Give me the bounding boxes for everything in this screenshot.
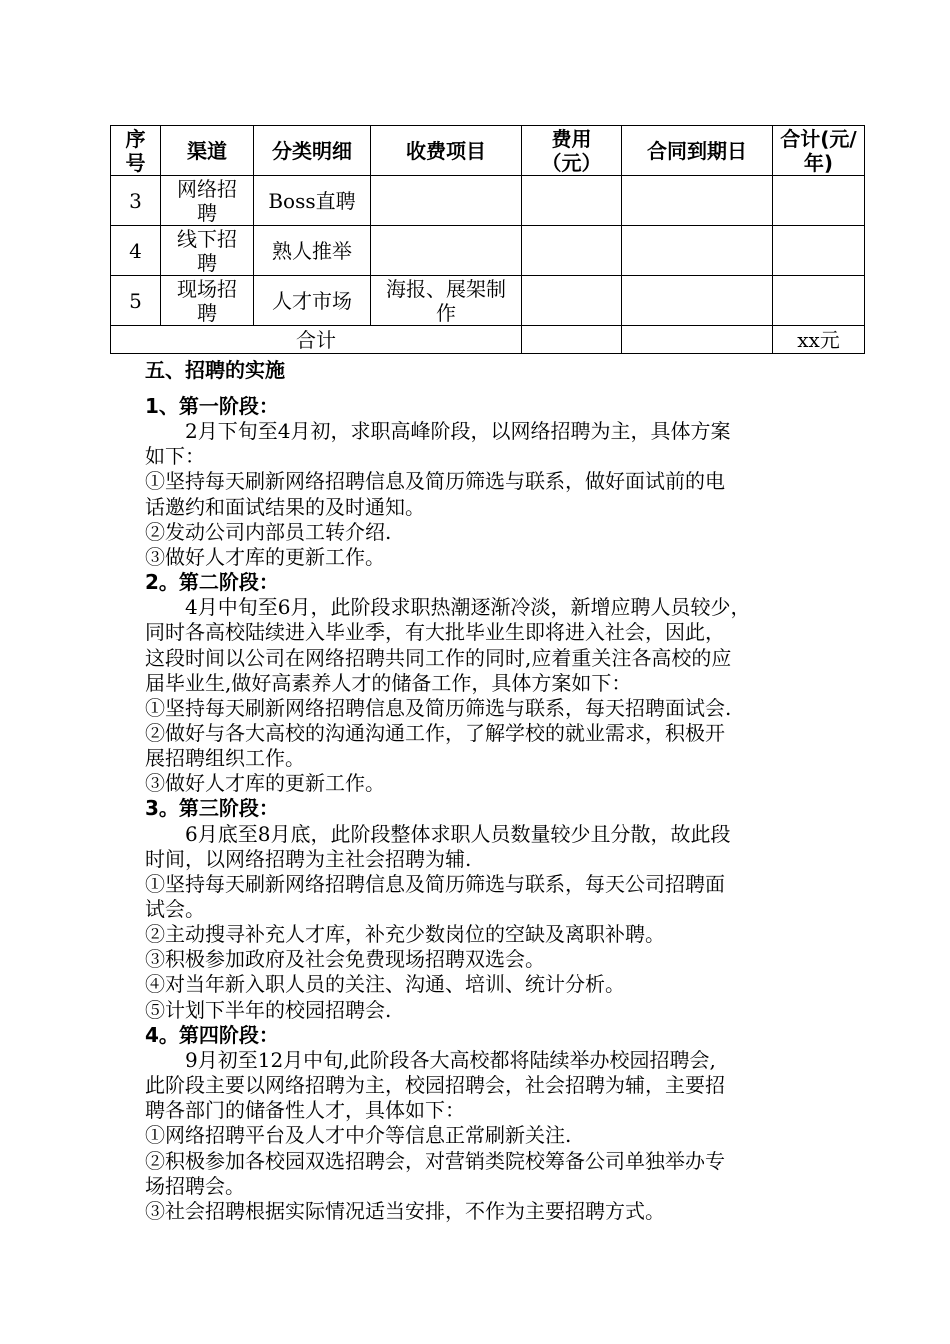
stage-heading: 2。第二阶段： — [145, 570, 279, 595]
section-title: 五、招聘的实施 — [145, 358, 285, 382]
col-header-channel: 渠道 — [161, 126, 254, 176]
table-row — [111, 276, 865, 326]
body-line: 4月中旬至6月，此阶段求职热潮逐渐冷淡，新增应聘人员较少， — [145, 595, 751, 620]
body-line: 9月初至12月中旬,此阶段各大高校都将陆续举办校园招聘会, — [145, 1047, 716, 1072]
cell-channel: 线下招聘 — [161, 226, 254, 276]
body-line: ③做好人才库的更新工作。 — [145, 771, 385, 796]
stage-heading: 1、第一阶段： — [145, 394, 279, 418]
body-line: 展招聘组织工作。 — [145, 746, 305, 771]
table-row — [111, 176, 865, 226]
cell-fee — [522, 276, 622, 326]
cell-item — [371, 226, 522, 276]
body-line: 届毕业生,做好高素养人才的储备工作，具体方案如下： — [145, 670, 632, 695]
col-header-detail: 分类明细 — [254, 126, 371, 176]
total-sum: xx元 — [773, 326, 865, 354]
cell-due — [622, 276, 773, 326]
body-line: 同时各高校陆续进入毕业季，有大批毕业生即将进入社会，因此， — [145, 620, 725, 645]
cell-no: 3 — [111, 176, 161, 226]
total-label: 合计 — [111, 326, 522, 354]
body-line: 此阶段主要以网络招聘为主，校园招聘会，社会招聘为辅，主要招 — [145, 1073, 725, 1098]
body-line: 话邀约和面试结果的及时通知。 — [145, 494, 425, 519]
col-header-due-date: 合同到期日 — [622, 126, 773, 176]
cell-detail: Boss直聘 — [254, 176, 371, 226]
body-line: ①坚持每天刷新网络招聘信息及简历筛选与联系，每天公司招聘面 — [145, 871, 725, 896]
body-line: ③做好人才库的更新工作。 — [145, 544, 385, 569]
body-line: ④对当年新入职人员的关注、沟通、培训、统计分析。 — [145, 972, 625, 997]
cell-due — [622, 226, 773, 276]
cell-sum — [773, 226, 865, 276]
body-line: ①网络招聘平台及人才中介等信息正常刷新关注. — [145, 1123, 572, 1148]
body-line: 场招聘会。 — [145, 1173, 245, 1198]
body-line: 试会。 — [145, 897, 205, 921]
table-total-row — [111, 326, 865, 354]
cell-detail: 人才市场 — [254, 276, 371, 326]
body-line: 2月下旬至4月初，求职高峰阶段，以网络招聘为主，具体方案 — [145, 419, 731, 444]
body-line: 这段时间以公司在网络招聘共同工作的同时,应着重关注各高校的应 — [145, 645, 732, 670]
cell-no: 4 — [111, 226, 161, 276]
cell-item — [371, 176, 522, 226]
col-header-total: 合计(元/年) — [773, 126, 865, 176]
stage-heading: 4。第四阶段： — [145, 1022, 279, 1047]
cell-sum — [773, 176, 865, 226]
table-header-row — [111, 126, 865, 176]
table-row — [111, 226, 865, 276]
body-line: ②积极参加各校园双选招聘会，对营销类院校筹备公司单独举办专 — [145, 1148, 725, 1173]
body-line: ③积极参加政府及社会免费现场招聘双选会。 — [145, 947, 545, 972]
recruitment-fee-table — [110, 125, 865, 354]
col-header-item: 收费项目 — [371, 126, 522, 176]
cell-detail: 熟人推举 — [254, 226, 371, 276]
body-line: ⑤计划下半年的校园招聘会. — [145, 997, 392, 1022]
cell-due — [622, 176, 773, 226]
total-due — [622, 326, 773, 354]
cell-fee — [522, 226, 622, 276]
body-line: ②发动公司内部员工转介绍. — [145, 519, 392, 544]
body-line: 如下： — [145, 444, 205, 469]
body-line: 6月底至8月底，此阶段整体求职人员数量较少且分散，故此段 — [145, 821, 731, 846]
cell-fee — [522, 176, 622, 226]
body-line: 时间，以网络招聘为主社会招聘为辅. — [145, 846, 472, 871]
col-header-no: 序号 — [111, 126, 161, 176]
body-line: 聘各部门的储备性人才，具体如下： — [145, 1098, 465, 1123]
body-line: ③社会招聘根据实际情况适当安排，不作为主要招聘方式。 — [145, 1198, 665, 1223]
cell-sum — [773, 276, 865, 326]
stage-heading: 3。第三阶段： — [145, 796, 279, 821]
cell-no: 5 — [111, 276, 161, 326]
body-line: ②主动搜寻补充人才库，补充少数岗位的空缺及离职补聘。 — [145, 922, 665, 947]
body-line: ①坚持每天刷新网络招聘信息及简历筛选与联系，做好面试前的电 — [145, 469, 725, 494]
col-header-fee: 费用（元） — [522, 126, 622, 176]
total-fee — [522, 326, 622, 354]
cell-item: 海报、展架制作 — [371, 276, 522, 326]
cell-channel: 现场招聘 — [161, 276, 254, 326]
body-line: ②做好与各大高校的沟通沟通工作，了解学校的就业需求，积极开 — [145, 720, 725, 745]
cell-channel: 网络招聘 — [161, 176, 254, 226]
body-line: ①坚持每天刷新网络招聘信息及简历筛选与联系，每天招聘面试会. — [145, 695, 732, 720]
